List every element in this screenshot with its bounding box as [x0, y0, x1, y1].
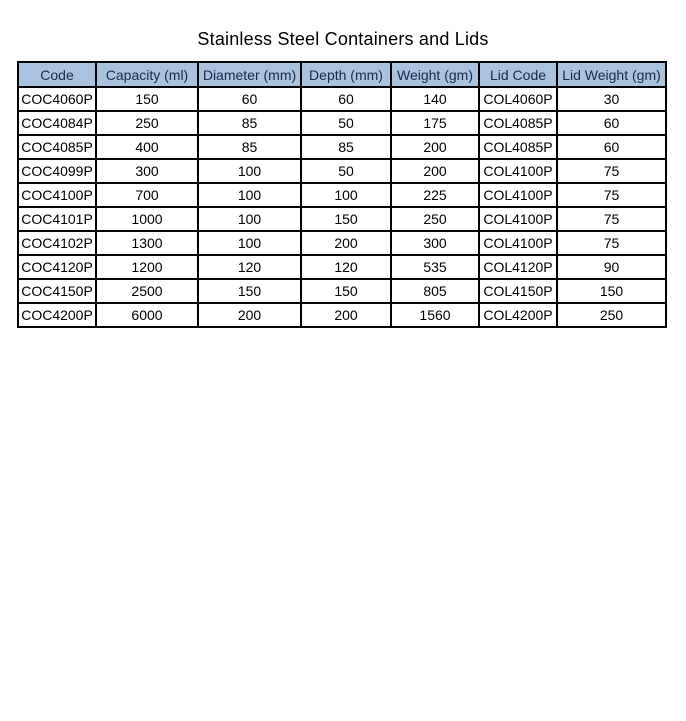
table-cell: 60 — [301, 87, 391, 111]
table-cell: 60 — [557, 135, 666, 159]
table-cell: COC4200P — [18, 303, 96, 327]
column-header-weight: Weight (gm) — [391, 62, 479, 87]
column-header-lid-weight: Lid Weight (gm) — [557, 62, 666, 87]
table-cell: COC4099P — [18, 159, 96, 183]
table-cell: 100 — [198, 207, 301, 231]
table-row — [18, 207, 666, 231]
table-row — [18, 159, 666, 183]
table-cell: 60 — [557, 111, 666, 135]
table-cell: 30 — [557, 87, 666, 111]
table-cell: 60 — [198, 87, 301, 111]
table-cell: 75 — [557, 207, 666, 231]
containers-and-lids-table — [17, 61, 667, 328]
table-cell: 120 — [198, 255, 301, 279]
table-cell: 85 — [301, 135, 391, 159]
table-cell: COL4100P — [479, 183, 557, 207]
table-cell: 175 — [391, 111, 479, 135]
table-cell: COL4100P — [479, 159, 557, 183]
table-row — [18, 231, 666, 255]
table-cell: 50 — [301, 111, 391, 135]
table-row — [18, 111, 666, 135]
table-cell: 85 — [198, 135, 301, 159]
table-cell: 150 — [96, 87, 198, 111]
table-cell: COL4085P — [479, 111, 557, 135]
column-header-capacity: Capacity (ml) — [96, 62, 198, 87]
table-cell: 120 — [301, 255, 391, 279]
table-cell: 100 — [198, 159, 301, 183]
table-row — [18, 279, 666, 303]
table-cell: 75 — [557, 159, 666, 183]
table-cell: 300 — [391, 231, 479, 255]
table-cell: 225 — [391, 183, 479, 207]
table-cell: COL4150P — [479, 279, 557, 303]
table-cell: 200 — [198, 303, 301, 327]
table-cell: 250 — [391, 207, 479, 231]
table-cell: 400 — [96, 135, 198, 159]
table-cell: 50 — [301, 159, 391, 183]
table-row — [18, 87, 666, 111]
table-cell: 250 — [557, 303, 666, 327]
table-cell: COL4120P — [479, 255, 557, 279]
column-header-depth: Depth (mm) — [301, 62, 391, 87]
table-cell: COC4060P — [18, 87, 96, 111]
table-cell: 100 — [301, 183, 391, 207]
table-cell: COL4100P — [479, 231, 557, 255]
table-cell: 100 — [198, 231, 301, 255]
table-row — [18, 183, 666, 207]
table-cell: COC4084P — [18, 111, 96, 135]
table-cell: COC4102P — [18, 231, 96, 255]
table-cell: 300 — [96, 159, 198, 183]
table-cell: 75 — [557, 183, 666, 207]
table-cell: COL4200P — [479, 303, 557, 327]
table-body — [18, 87, 666, 327]
column-header-lid-code: Lid Code — [479, 62, 557, 87]
column-header-diameter: Diameter (mm) — [198, 62, 301, 87]
table-cell: 90 — [557, 255, 666, 279]
table-row — [18, 255, 666, 279]
column-header-code: Code — [18, 62, 96, 87]
header-row — [18, 62, 666, 87]
table-cell: 1560 — [391, 303, 479, 327]
table-cell: 2500 — [96, 279, 198, 303]
table-cell: COC4100P — [18, 183, 96, 207]
table-cell: 150 — [198, 279, 301, 303]
table-cell: 200 — [391, 159, 479, 183]
table-cell: COL4085P — [479, 135, 557, 159]
table-cell: 805 — [391, 279, 479, 303]
table-cell: 140 — [391, 87, 479, 111]
table-cell: 150 — [301, 207, 391, 231]
table-cell: 200 — [301, 231, 391, 255]
page-title: Stainless Steel Containers and Lids — [197, 29, 489, 49]
table-cell: COC4150P — [18, 279, 96, 303]
table-cell: 6000 — [96, 303, 198, 327]
table-cell: COC4085P — [18, 135, 96, 159]
table-cell: 1000 — [96, 207, 198, 231]
table-cell: COL4100P — [479, 207, 557, 231]
table-cell: 150 — [557, 279, 666, 303]
table-cell: 85 — [198, 111, 301, 135]
table-header — [18, 62, 666, 87]
table-cell: 535 — [391, 255, 479, 279]
table-cell: 250 — [96, 111, 198, 135]
table-cell: 200 — [391, 135, 479, 159]
table-cell: COL4060P — [479, 87, 557, 111]
table-cell: 700 — [96, 183, 198, 207]
table-row — [18, 303, 666, 327]
table-cell: 75 — [557, 231, 666, 255]
table-cell: 100 — [198, 183, 301, 207]
table-cell: 1200 — [96, 255, 198, 279]
table-row — [18, 135, 666, 159]
table-cell: COC4120P — [18, 255, 96, 279]
table-cell: 200 — [301, 303, 391, 327]
table-cell: 150 — [301, 279, 391, 303]
table-cell: 1300 — [96, 231, 198, 255]
table-cell: COC4101P — [18, 207, 96, 231]
